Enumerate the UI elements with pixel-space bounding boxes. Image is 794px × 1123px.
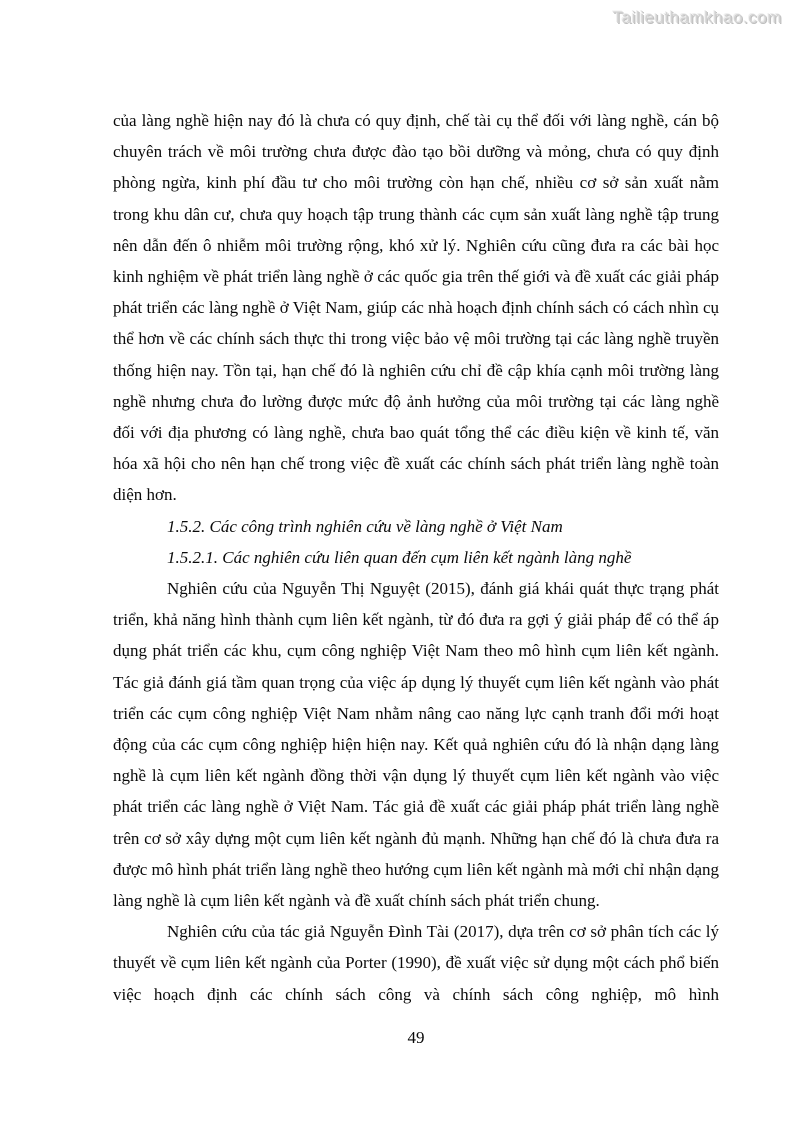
paragraph-craft-village-limitations: của làng nghề hiện nay đó là chưa có quy định, chế tài cụ thể đối với làng nghề, cán bộ chuyên trách về môi trường chưa được đào tạo bồi dưỡng và mỏng, chưa có quy định phòng ngừa, kinh phí đầu tư cho môi trường còn hạn chế, nhiều cơ sở sản xuất nằm trong khu dân cư, chưa quy hoạch tập trung thành các cụm sản xuất làng nghề tập trung nên dẫn đến ô nhiễm môi trường rộng, khó xử lý. Nghiên cứu cũng đưa ra các bài học kinh nghiệm về phát triển làng nghề ở các quốc gia trên thế giới và đề xuất các giải pháp phát triển các làng nghề ở Việt Nam, giúp các nhà hoạch định chính sách có cách nhìn cụ thể hơn về các chính sách thực thi trong việc bảo vệ môi trường tại các làng nghề truyền thống hiện nay. Tồn tại, hạn chế đó là nghiên cứu chỉ đề cập khía cạnh môi trường làng nghề nhưng chưa đo lường được mức độ ảnh hưởng của môi trường tại các làng nghề đối với địa phương có làng nghề, chưa bao quát tổng thể các điều kiện về kinh tế, văn hóa xã hội cho nên hạn chế trong việc đề xuất các chính sách phát triển làng nghề toàn diện hơn. bbox=[113, 111, 719, 505]
page-content bbox=[113, 105, 719, 1010]
watermark-text: Tailieuthamkhao.com bbox=[612, 8, 782, 27]
page-number: 49 bbox=[407, 1028, 425, 1047]
subsection-heading-1-5-2-1: 1.5.2.1. Các nghiên cứu liên quan đến cụm liên kết ngành làng nghề bbox=[167, 547, 632, 567]
paragraph-nguyen-thi-nguyet-study: Nghiên cứu của Nguyễn Thị Nguyệt (2015), đánh giá khái quát thực trạng phát triển, khả năng hình thành cụm liên kết ngành, từ đó đưa ra gợi ý giải pháp để có thể áp dụng phát triển các khu, cụm công nghiệp Việt Nam theo mô hình cụm liên kết ngành. Tác giả đánh giá tầm quan trọng của việc áp dụng lý thuyết cụm liên kết ngành vào phát triển các cụm công nghiệp Việt Nam nhằm nâng cao năng lực cạnh tranh đổi mới hoạt động của các cụm công nghiệp hiện hiện nay. Kết quả nghiên cứu đó là nhận dạng làng nghề là cụm liên kết ngành đồng thời vận dụng lý thuyết cụm liên kết ngành vào việc phát triển các làng nghề ở Việt Nam. Tác giả đề xuất các giải pháp phát triển làng nghề trên cơ sở xây dựng một cụm liên kết ngành đủ mạnh. Những hạn chế đó là chưa đưa ra được mô hình phát triển làng nghề theo hướng cụm liên kết ngành mà mới chỉ nhận dạng làng nghề là cụm liên kết ngành và đề xuất chính sách phát triển chung. bbox=[113, 579, 719, 911]
paragraph-nguyen-dinh-tai-study: Nghiên cứu của tác giả Nguyễn Đình Tài (2017), dựa trên cơ sở phân tích các lý thuyết về cụm liên kết ngành của Porter (1990), đề xuất việc sử dụng một cách phổ biến việc hoạch định các chính sách công và chính sách công nghiệp, mô hình bbox=[113, 922, 719, 1004]
section-heading-1-5-2: 1.5.2. Các công trình nghiên cứu về làng nghề ở Việt Nam bbox=[167, 516, 563, 536]
